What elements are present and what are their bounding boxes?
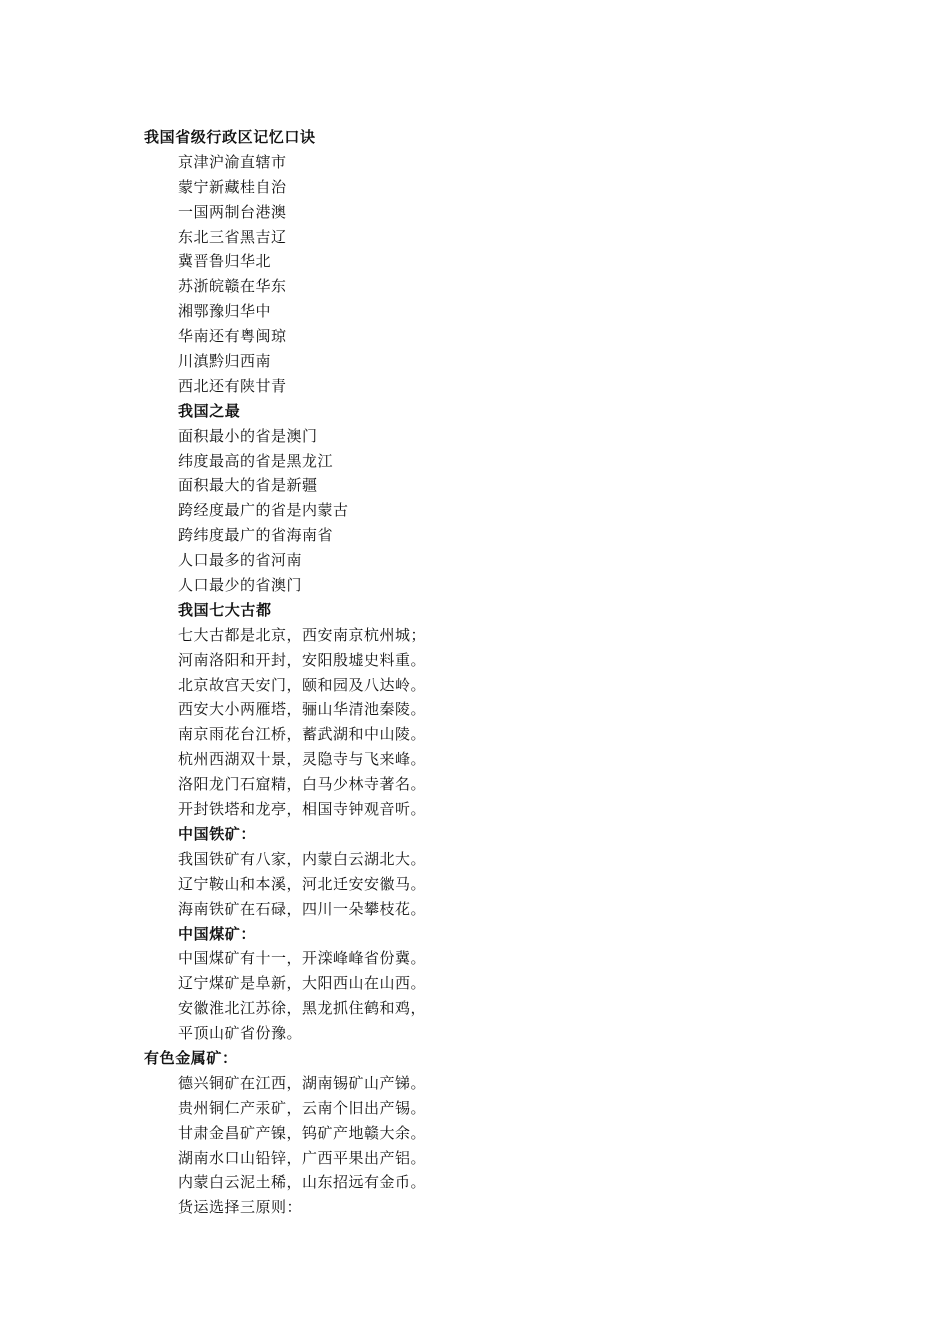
text-line: 开封铁塔和龙亭，相国寺钟观音听。 [178, 800, 427, 819]
text-line: 一国两制台港澳 [178, 202, 287, 221]
text-line: 我国铁矿有八家，内蒙白云湖北大。 [178, 849, 427, 868]
text-line: 平顶山矿省份豫。 [178, 1024, 303, 1043]
section-heading-zhizui: 我国之最 [178, 401, 241, 420]
text-line: 河南洛阳和开封，安阳殷墟史料重。 [178, 650, 427, 669]
section-superlatives [0, 424, 950, 598]
text-line: 北京故宫天安门，颐和园及八达岭。 [178, 675, 427, 694]
text-line-last: 货运选择三原则： [178, 1198, 303, 1217]
text-line: 七大古都是北京，西安南京杭州城； [178, 625, 427, 644]
text-line: 东北三省黑吉辽 [178, 227, 287, 246]
section-heading-youse: 有色金属矿： [144, 1048, 238, 1067]
text-line: 华南还有粤闽琼 [178, 327, 287, 346]
document-title: 我国省级行政区记忆口诀 [144, 128, 316, 146]
text-line: 德兴铜矿在江西，湖南锡矿山产锑。 [178, 1073, 427, 1092]
section-provinces [0, 150, 950, 399]
text-line: 西安大小两雁塔，骊山华清池秦陵。 [178, 700, 427, 719]
section-coal-mines [0, 946, 950, 1046]
text-line: 贵州铜仁产汞矿，云南个旧出产锡。 [178, 1098, 427, 1117]
text-line: 人口最多的省河南 [178, 551, 303, 570]
text-line: 面积最大的省是新疆 [178, 476, 318, 495]
text-line: 内蒙白云泥土稀，山东招远有金币。 [178, 1173, 427, 1192]
text-line: 中国煤矿有十一，开滦峰峰省份冀。 [178, 949, 427, 968]
text-line: 湖南水口山铅锌，广西平果出产铝。 [178, 1148, 427, 1167]
text-line: 辽宁煤矿是阜新，大阳西山在山西。 [178, 974, 427, 993]
text-line: 纬度最高的省是黑龙江 [178, 451, 334, 470]
text-line: 面积最小的省是澳门 [178, 426, 318, 445]
text-line: 人口最少的省澳门 [178, 576, 303, 595]
text-line: 洛阳龙门石窟精，白马少林寺著名。 [178, 775, 427, 794]
text-line: 跨纬度最广的省海南省 [178, 526, 334, 545]
text-line: 甘肃金昌矿产镍，钨矿产地赣大余。 [178, 1123, 427, 1142]
text-line: 海南铁矿在石碌，四川一朵攀枝花。 [178, 899, 427, 918]
section-iron-mines [0, 847, 950, 922]
text-line: 冀晋鲁归华北 [178, 252, 272, 271]
text-line: 跨经度最广的省是内蒙古 [178, 501, 349, 520]
text-line: 苏浙皖赣在华东 [178, 277, 287, 296]
section-heading-tiekuang: 中国铁矿： [178, 824, 257, 843]
section-nonferrous-mines [0, 1071, 950, 1195]
text-line: 川滇黔归西南 [178, 352, 272, 371]
section-heading-meikuang: 中国煤矿： [178, 924, 257, 943]
document-body [0, 125, 950, 1220]
text-line: 南京雨花台江桥，蓄武湖和中山陵。 [178, 725, 427, 744]
text-line: 湘鄂豫归华中 [178, 302, 272, 321]
text-line: 杭州西湖双十景，灵隐寺与飞来峰。 [178, 750, 427, 769]
text-line: 辽宁鞍山和本溪，河北迁安安徽马。 [178, 874, 427, 893]
section-heading-gudu: 我国七大古都 [178, 600, 272, 619]
text-line: 西北还有陕甘青 [178, 376, 287, 395]
section-ancient-capitals [0, 623, 950, 822]
text-line: 京津沪渝直辖市 [178, 152, 287, 171]
text-line: 蒙宁新藏桂自治 [178, 177, 287, 196]
text-line: 安徽淮北江苏徐，黑龙抓住鹤和鸡， [178, 999, 427, 1018]
